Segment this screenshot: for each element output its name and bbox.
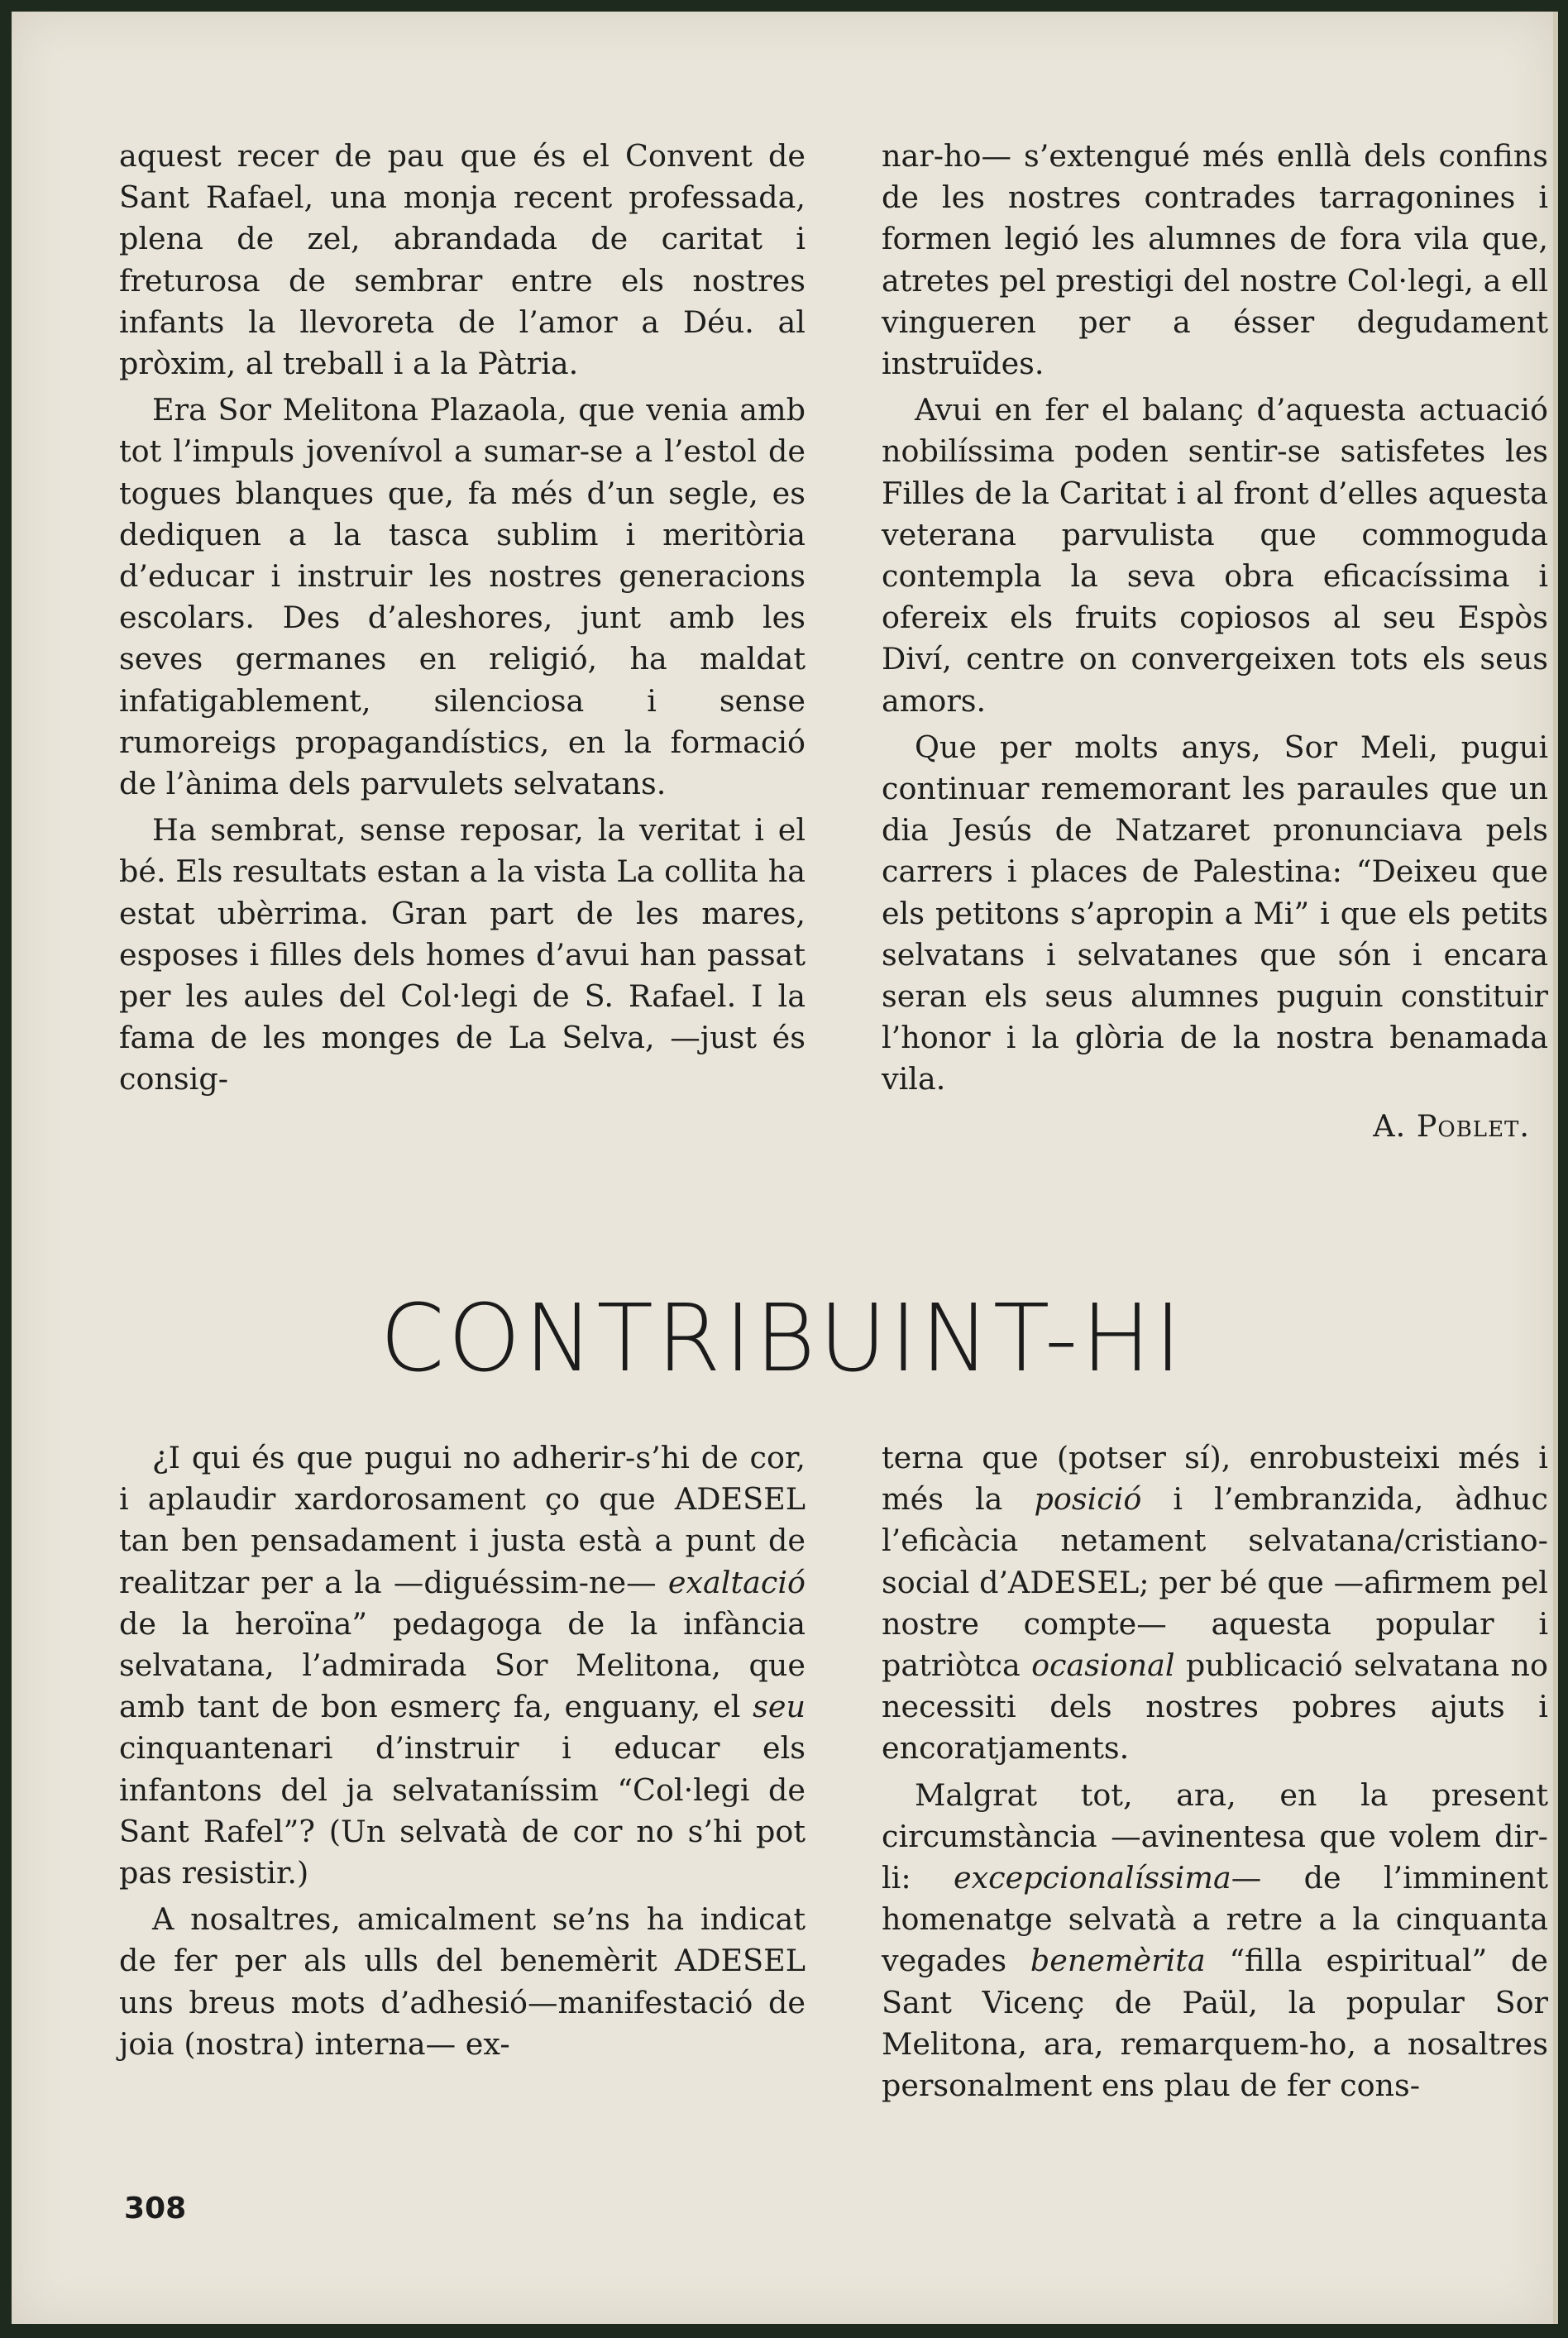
text-run: cinquantenari d’instruir i educar els infantons del ja selvataníssim “Col·legi de Sant Rafel”? (Un selvatà de cor no s’hi pot pas resistir.) bbox=[119, 1730, 806, 1891]
text-run: Malgrat tot, ara, en la present circumstància —avinentesa que volem dir-li: bbox=[882, 1776, 1548, 1896]
text-run: “filla espiritual” de Sant Vicenç de Paül, la popular Sor Melitona, ara, remarquem-ho, a nosaltres personalment ens plau de fer cons- bbox=[882, 1943, 1548, 2104]
lower-right-column bbox=[882, 1437, 1548, 2106]
paragraph: nar-ho— s’extengué més enllà dels confins de les nostres contrades tarragonines i formen legió les alumnes de fora vila que, atretes pel prestigi del nostre Col·legi, a ell vingueren per a ésser degudament instruïdes. bbox=[882, 138, 1548, 382]
text-run: de la heroïna” pedagoga de la infància selvatana, l’admirada Sor Melitona, que amb tant de bon esmerç fa, enguany, el bbox=[119, 1605, 806, 1725]
italic-run: ocasional bbox=[1031, 1647, 1175, 1684]
upper-right-column bbox=[882, 136, 1548, 1147]
italic-run: seu bbox=[753, 1689, 806, 1725]
paragraph bbox=[882, 1437, 1548, 1770]
italic-run: benemèrita bbox=[1030, 1943, 1206, 1979]
upper-left-column bbox=[119, 136, 806, 1101]
lower-left-column bbox=[119, 1437, 806, 2065]
paragraph: Ha sembrat, sense reposar, la veritat i el bé. Els resultats estan a la vista La collita ha estat ubèrrima. Gran part de les mares, esposes i filles dels homes d’avui han passat per les aules del Col·legi de S. Rafael. I la fama de les monges de La Selva, —just és consig- bbox=[119, 812, 806, 1097]
paragraph: Que per molts anys, Sor Meli, pugui continuar rememorant les paraules que un dia Jesús de Natzaret pronunciava pels carrers i places de Palestina: “Deixeu que els petitons s’apropin a Mi” i que els petits selvatans i selvatanes que són i encara seran els seus alumnes puguin constituir l’honor i la glòria de la nostra benamada vila. bbox=[882, 729, 1548, 1097]
text-run: i l’embranzida, àdhuc l’eficàcia netament selvatana/cristiano-social d’ADESEL; per bé que —afirmem pel nostre compte— aquesta popular i patriòtca bbox=[882, 1481, 1549, 1684]
paragraph: aquest recer de pau que és el Convent de Sant Rafael, una monja recent professada, plena de zel, abrandada de caritat i freturosa de sembrar entre els nostres infants la llevoreta de l’amor a Déu. al pròxim, al treball i a la Pàtria. bbox=[119, 138, 806, 382]
paragraph: A nosaltres, amicalment se’ns ha indicat de fer per als ulls del benemèrit ADESEL uns breus mots d’adhesió—manifestació de joia (nostra) interna— ex- bbox=[119, 1901, 806, 2062]
page-number: 308 bbox=[124, 2192, 187, 2226]
author-signature: A. Poblet. bbox=[1373, 1107, 1530, 1144]
document-page bbox=[12, 12, 1558, 2324]
italic-run: exaltació bbox=[667, 1564, 806, 1600]
italic-run: posició bbox=[1034, 1481, 1142, 1518]
paragraph bbox=[882, 1775, 1548, 2107]
text-run: publicació selvatana no necessiti dels nostres pobres ajuts i encoratjaments. bbox=[882, 1647, 1548, 1767]
italic-run: excepcionalíssima bbox=[953, 1860, 1231, 1896]
text-run: — de l’imminent homenatge selvatà a retre a la cinquanta vegades bbox=[882, 1860, 1548, 1979]
paragraph: Avui en fer el balanç d’aquesta actuació nobilíssima poden sentir-se satisfetes les Filles de la Caritat i al front d’elles aquesta veterana parvulista que commoguda contempla la seva obra eficacíssima i ofereix els fruits copiosos al seu Espòs Diví, centre on convergeixen tots els seus amors. bbox=[882, 392, 1548, 719]
paragraph bbox=[119, 1437, 806, 1894]
article-title: CONTRIBUINT-HI bbox=[380, 1285, 1185, 1393]
text-run: terna que (potser sí), enrobusteixi més i més la bbox=[882, 1440, 1548, 1518]
paragraph: Era Sor Melitona Plazaola, que venia amb tot l’impuls jovenívol a sumar-se a l’estol de togues blanques que, fa més d’un segle, es dediquen a la tasca sublim i meritòria d’educar i instruir les nostres generacions escolars. Des d’aleshores, junt amb les seves germanes en religió, ha maldat infatigablement, silenciosa i sense rumoreigs propagandístics, en la formació de l’ànima dels parvulets selvatans. bbox=[119, 392, 806, 802]
text-run: ¿I qui és que pugui no adherir-s’hi de cor, i aplaudir xardorosament ço que ADESEL tan ben pensadament i justa està a punt de realitzar per a la —diguéssim-ne— bbox=[119, 1440, 806, 1600]
